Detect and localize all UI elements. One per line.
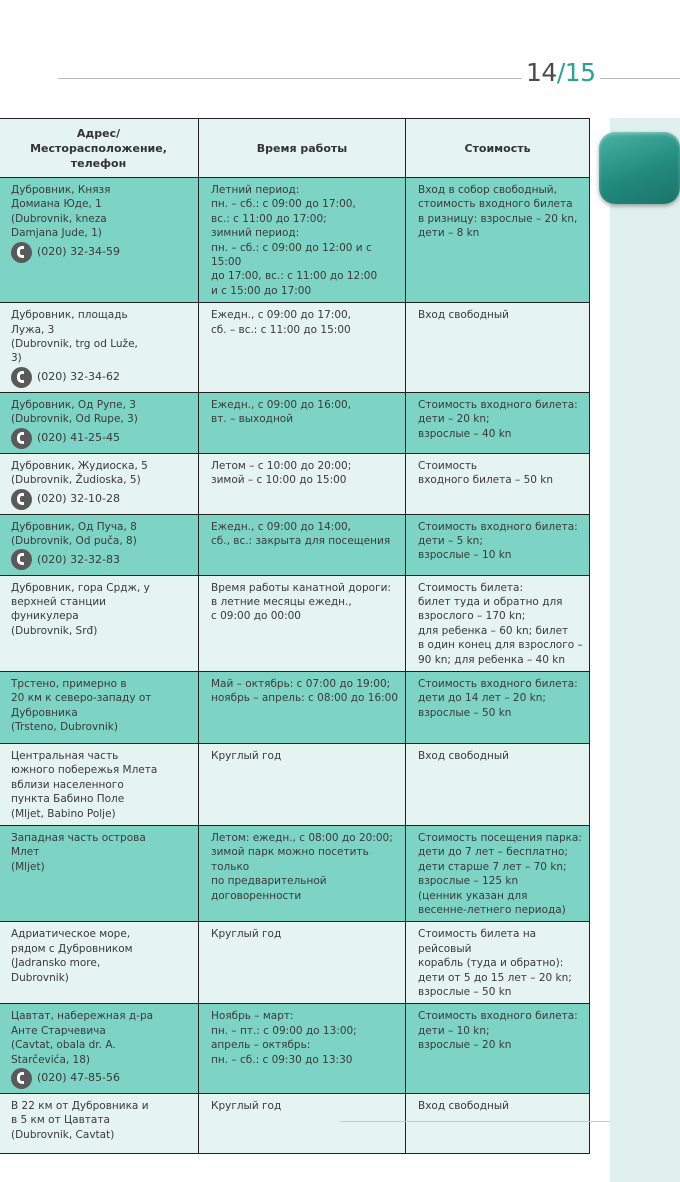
- table-row: [0, 1094, 590, 1154]
- address-cell: [0, 922, 199, 1004]
- hours-cell: Ежедн., с 09:00 до 17:00, сб. – вс.: с 11:00 до 15:00: [199, 303, 406, 393]
- phone-icon: [11, 489, 32, 510]
- price-cell: Стоимость входного билета: дети – 5 kn; взрослые – 10 kn: [406, 514, 590, 575]
- address-cell: [0, 1094, 199, 1154]
- header-price: Стоимость: [406, 119, 590, 178]
- side-strip: [610, 118, 680, 1182]
- table-row: [0, 743, 590, 825]
- hours-cell: Круглый год: [199, 922, 406, 1004]
- page-current: 14: [526, 58, 557, 87]
- info-table: [0, 118, 590, 1154]
- table-row: [0, 178, 590, 303]
- table-row: [0, 392, 590, 453]
- table-row: [0, 1004, 590, 1094]
- phone-number: (020) 47-85-56: [37, 1071, 121, 1085]
- price-cell: Стоимость посещения парка: дети до 7 лет – бесплатно; дети старше 7 лет – 70 kn; взрослые – 125 kn (ценник указан для весенне-летнего периода): [406, 825, 590, 921]
- phone-line: [11, 242, 192, 263]
- address-cell: [0, 1004, 199, 1094]
- phone-line: [11, 428, 192, 449]
- address-text: Дубровник, Жудиоска, 5 (Dubrovnik, Žudioska, 5): [11, 459, 148, 487]
- hours-cell: Круглый год: [199, 1094, 406, 1154]
- hours-cell: Ноябрь – март: пн. – пт.: с 09:00 до 13:00; апрель – октябрь: пн. – сб.: с 09:30 до 13:30: [199, 1004, 406, 1094]
- address-cell: [0, 825, 199, 921]
- page-separator: /: [556, 58, 565, 87]
- address-text: Дубровник, гора Срдж, у верхней станции фуникулера (Dubrovnik, Srđ): [11, 581, 150, 637]
- price-cell: Вход свободный: [406, 1094, 590, 1154]
- header-address: Адрес/ Месторасположение, телефон: [0, 119, 199, 178]
- phone-icon: [11, 367, 32, 388]
- hours-cell: Круглый год: [199, 743, 406, 825]
- bottom-rule: [340, 1121, 610, 1122]
- address-text: Цавтат, набережная д-ра Анте Старчевича (Cavtat, obala dr. A. Starčevića, 18): [11, 1010, 154, 1066]
- price-cell: Стоимость входного билета: дети – 10 kn; взрослые – 20 kn: [406, 1004, 590, 1094]
- table-row: [0, 575, 590, 671]
- address-cell: [0, 671, 199, 743]
- phone-icon: [11, 242, 32, 263]
- phone-number: (020) 41-25-45: [37, 430, 121, 444]
- address-text: Дубровник, Од Пуча, 8 (Dubrovnik, Od puča, 8): [11, 520, 137, 547]
- address-cell: [0, 303, 199, 393]
- address-text: Дубровник, площадь Лужа, 3 (Dubrovnik, trg od Luže, 3): [11, 309, 138, 365]
- price-cell: Вход свободный: [406, 303, 590, 393]
- address-text: Центральная часть южного побережья Млета вблизи населенного пункта Бабино Поле (Mljet, Babino Polje): [11, 749, 158, 820]
- header-hours: Время работы: [199, 119, 406, 178]
- hours-cell: Время работы канатной дороги: в летние месяцы ежедн., с 09:00 до 00:00: [199, 575, 406, 671]
- phone-number: (020) 32-10-28: [37, 491, 121, 505]
- phone-line: [11, 1068, 192, 1089]
- hours-cell: Май – октябрь: с 07:00 до 19:00; ноябрь – апрель: с 08:00 до 16:00: [199, 671, 406, 743]
- phone-icon: [11, 549, 32, 570]
- table-row: [0, 303, 590, 393]
- phone-number: (020) 32-34-59: [37, 244, 121, 258]
- hours-cell: Летний период: пн. – сб.: с 09:00 до 17:00, вс.: с 11:00 до 17:00; зимний период: пн. – сб.: с 09:00 до 12:00 и с 15:00 до 17:00, вс.: с 11:00 до 12:00 и с 15:00 до 17:00: [199, 178, 406, 303]
- phone-icon: [11, 428, 32, 449]
- phone-number: (020) 32-34-62: [37, 370, 121, 384]
- price-cell: Стоимость входного билета – 50 kn: [406, 453, 590, 514]
- address-text: Дубровник, Князя Домиана Юде, 1 (Dubrovnik, kneza Damjana Jude, 1): [11, 184, 111, 240]
- phone-line: [11, 489, 192, 510]
- hours-cell: Ежедн., с 09:00 до 16:00, вт. – выходной: [199, 392, 406, 453]
- price-cell: Стоимость входного билета: дети – 20 kn; взрослые – 40 kn: [406, 392, 590, 453]
- address-text: Западная часть острова Млет (Mljet): [11, 831, 146, 873]
- page-number: [522, 58, 600, 88]
- price-cell: Вход свободный: [406, 743, 590, 825]
- page-total: 15: [564, 58, 596, 87]
- hours-cell: Летом: ежедн., с 08:00 до 20:00; зимой парк можно посетить только по предварительной договоренности: [199, 825, 406, 921]
- phone-number: (020) 32-32-83: [37, 552, 121, 566]
- hours-cell: Ежедн., с 09:00 до 14:00, сб., вс.: закрыта для посещения: [199, 514, 406, 575]
- table-row: [0, 453, 590, 514]
- phone-line: [11, 549, 192, 570]
- address-cell: [0, 392, 199, 453]
- price-cell: Стоимость билета: билет туда и обратно для взрослого – 170 kn; для ребенка – 60 kn; билет в один конец для взрослого – 90 kn; для ребенка – 40 kn: [406, 575, 590, 671]
- phone-icon: [11, 1068, 32, 1089]
- table-row: [0, 825, 590, 921]
- address-cell: [0, 453, 199, 514]
- table-row: [0, 514, 590, 575]
- address-text: Дубровник, Од Рупе, 3 (Dubrovnik, Od Rupe, 3): [11, 398, 138, 426]
- address-cell: [0, 575, 199, 671]
- address-text: Адриатическое море, рядом с Дубровником (Jadransko more, Dubrovnik): [11, 928, 133, 984]
- phone-line: [11, 367, 192, 388]
- price-cell: Стоимость входного билета: дети до 14 лет – 20 kn; взрослые – 50 kn: [406, 671, 590, 743]
- address-cell: [0, 514, 199, 575]
- hours-cell: Летом – с 10:00 до 20:00; зимой – с 10:00 до 15:00: [199, 453, 406, 514]
- price-cell: Вход в собор свободный, стоимость входного билета в ризницу: взрослые – 20 kn, дети – 8 kn: [406, 178, 590, 303]
- address-cell: [0, 743, 199, 825]
- address-cell: [0, 178, 199, 303]
- table-row: [0, 922, 590, 1004]
- table-row: [0, 671, 590, 743]
- address-text: В 22 км от Дубровника и в 5 км от Цавтата (Dubrovnik, Cavtat): [11, 1100, 149, 1141]
- side-tab-button[interactable]: [599, 132, 680, 204]
- address-text: Трстено, примерно в 20 км к северо-западу от Дубровника (Trsteno, Dubrovnik): [11, 677, 152, 734]
- price-cell: Стоимость билета на рейсовый корабль (туда и обратно): дети от 5 до 15 лет – 20 kn; взрослые – 50 kn: [406, 922, 590, 1004]
